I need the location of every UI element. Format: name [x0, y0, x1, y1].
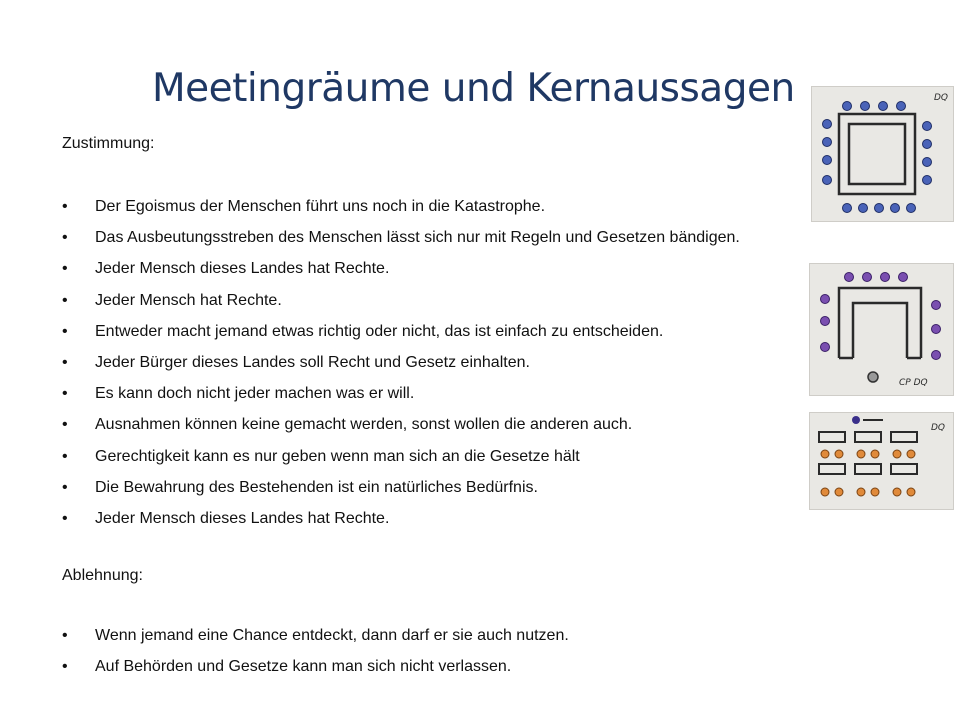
- agree-item: • Jeder Mensch hat Rechte.: [62, 291, 822, 322]
- agree-list: [62, 197, 822, 540]
- teacher-dot: [852, 416, 860, 424]
- square-room-photo: [811, 86, 954, 222]
- presenter-dot: [868, 372, 878, 382]
- table-square: [839, 114, 915, 194]
- reject-list: [62, 626, 822, 688]
- agree-heading: Zustimmung:: [62, 135, 155, 152]
- agree-item: • Jeder Bürger dieses Landes soll Recht und Gesetz einhalten.: [62, 353, 822, 384]
- classroom-photo: [809, 412, 954, 510]
- slide-title: Meetingräume und Kernaussagen: [152, 66, 795, 111]
- agree-item: • Ausnahmen können keine gemacht werden, sonst wollen die anderen auch.: [62, 415, 822, 446]
- agree-item: • Der Egoismus der Menschen führt uns noch in die Katastrophe.: [62, 197, 822, 228]
- square-room-label: DQ: [934, 93, 949, 103]
- reject-heading: Ablehnung:: [62, 567, 143, 584]
- reject-item: • Auf Behörden und Gesetze kann man sich nicht verlassen.: [62, 657, 822, 688]
- agree-item: • Entweder macht jemand etwas richtig oder nicht, das ist einfach zu entscheiden.: [62, 322, 822, 353]
- agree-item: • Jeder Mensch dieses Landes hat Rechte.: [62, 509, 822, 540]
- u-shape-room-photo: [809, 263, 954, 396]
- agree-item: • Jeder Mensch dieses Landes hat Rechte.: [62, 259, 822, 290]
- agree-item: • Die Bewahrung des Bestehenden ist ein natürliches Bedürfnis.: [62, 478, 822, 509]
- reject-item: • Wenn jemand eine Chance entdeckt, dann darf er sie auch nutzen.: [62, 626, 822, 657]
- table-u-shape: [839, 288, 921, 358]
- agree-item: • Das Ausbeutungsstreben des Menschen lässt sich nur mit Regeln und Gesetzen bändigen.: [62, 228, 822, 259]
- desks: [819, 432, 917, 474]
- classroom-label: DQ: [931, 423, 946, 433]
- u-shape-room-label: CP DQ: [899, 378, 928, 388]
- agree-item: • Es kann doch nicht jeder machen was er will.: [62, 384, 822, 415]
- agree-item: • Gerechtigkeit kann es nur geben wenn man sich an die Gesetze hält: [62, 447, 822, 478]
